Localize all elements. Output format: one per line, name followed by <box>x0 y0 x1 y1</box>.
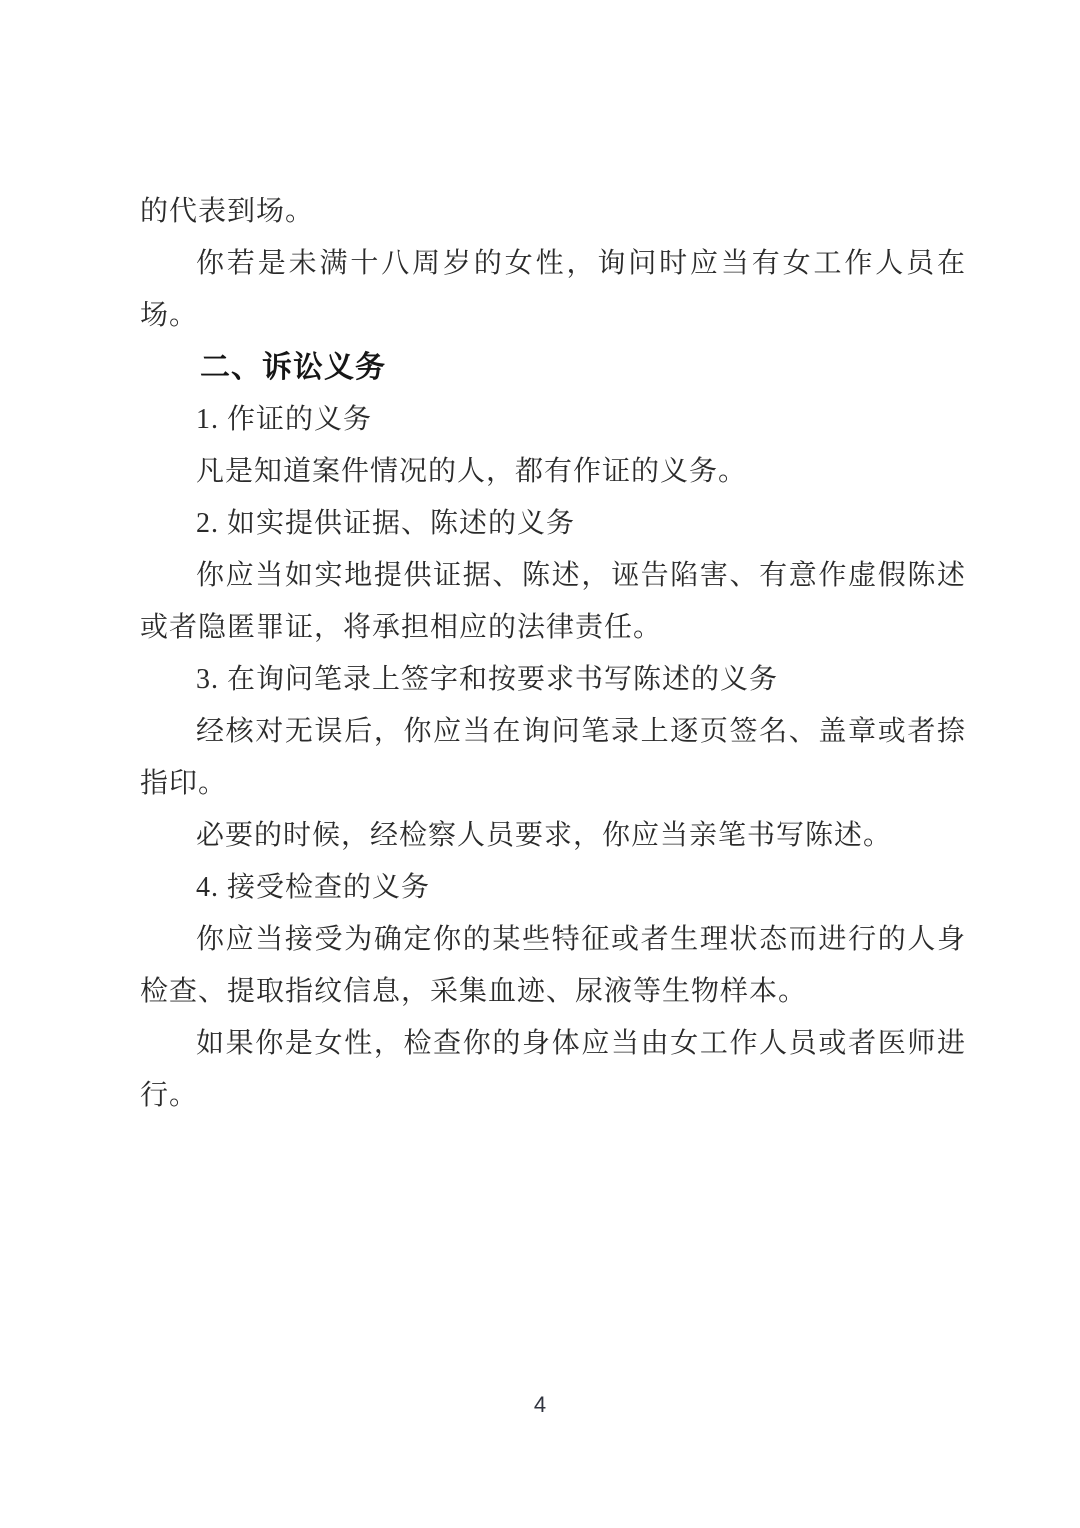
document-body <box>140 186 966 1122</box>
paragraph: 如果你是女性，检查你的身体应当由女工作人员或者医师进行。 <box>140 1028 966 1111</box>
paragraph: 的代表到场。 <box>140 196 315 227</box>
paragraph: 凡是知道案件情况的人，都有作证的义务。 <box>196 456 748 487</box>
page-footer <box>0 1390 1080 1420</box>
paragraph: 4. 接受检查的义务 <box>196 872 431 903</box>
page-number: 4 <box>533 1392 547 1417</box>
paragraph: 你应当如实地提供证据、陈述，诬告陷害、有意作虚假陈述或者隐匿罪证，将承担相应的法律责任。 <box>140 560 966 643</box>
paragraph: 3. 在询问笔录上签字和按要求书写陈述的义务 <box>196 664 779 695</box>
paragraph: 2. 如实提供证据、陈述的义务 <box>196 508 576 539</box>
paragraph: 你应当接受为确定你的某些特征或者生理状态而进行的人身检查、提取指纹信息，采集血迹、尿液等生物样本。 <box>140 924 966 1007</box>
paragraph: 1. 作证的义务 <box>196 404 373 435</box>
paragraph: 必要的时候，经检察人员要求，你应当亲笔书写陈述。 <box>196 820 893 851</box>
paragraph: 你若是未满十八周岁的女性，询问时应当有女工作人员在场。 <box>140 248 966 331</box>
paragraph: 经核对无误后，你应当在询问笔录上逐页签名、盖章或者捺指印。 <box>140 716 966 799</box>
section-heading: 二、诉讼义务 <box>200 351 386 384</box>
